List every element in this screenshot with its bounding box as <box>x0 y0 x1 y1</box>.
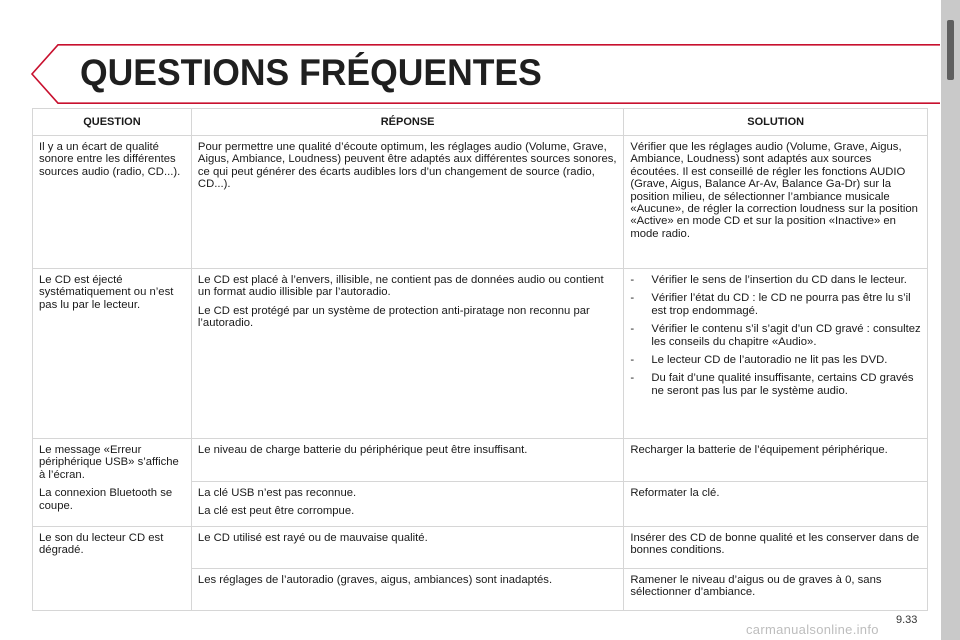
header-question: QUESTION <box>33 109 192 136</box>
question-cell: Le CD est éjecté systématiquement ou n’est pas lu par le lecteur. <box>33 269 192 439</box>
question-cell <box>33 439 192 527</box>
solution-list-item: - Vérifier le contenu s’il s’agit d’un CD gravé : consultez les conseils du chapitre «Audio». <box>630 323 921 348</box>
question-cell: Il y a un écart de qualité sonore entre les différentes sources audio (radio, CD...). <box>33 136 192 269</box>
question-paragraph: Le message «Erreur périphérique USB» s’affiche à l’écran. <box>39 444 179 481</box>
solution-cell: Recharger la batterie de l’équipement périphérique. <box>624 439 928 482</box>
solution-cell: Reformater la clé. <box>624 482 928 527</box>
solution-cell: Vérifier que les réglages audio (Volume, Grave, Aigus, Ambiance, Loudness) sont adaptés aux sources écoutées. Il est conseillé de régler les fonctions AUDIO (Grave, Aigus, Balance Ar-Av, Balance Ga-Dr) sur la position milieu, de sélectionner l’ambiance musicale «Aucune», de régler la correction loudness sur la position «Active» en mode CD et sur la position «Inactive» en mode radio. <box>624 136 928 269</box>
table-row <box>33 439 928 482</box>
header-solution: SOLUTION <box>624 109 928 136</box>
solution-list-item: - Du fait d’une qualité insuffisante, certains CD gravés ne seront pas lus par le système audio. <box>630 372 921 397</box>
page-edge-marker <box>947 20 954 80</box>
watermark-text: carmanualsonline.info <box>746 622 879 637</box>
table-row <box>33 136 928 269</box>
solution-list <box>630 274 921 397</box>
question-cell: Le son du lecteur CD est dégradé. <box>33 527 192 611</box>
answer-paragraph: Le CD est protégé par un système de protection anti-piratage non reconnu par l’autoradio. <box>197 304 590 330</box>
header-answer: RÉPONSE <box>191 109 623 136</box>
answer-cell: Pour permettre une qualité d’écoute optimum, les réglages audio (Volume, Grave, Aigus, Ambiance, Loudness) peuvent être adaptés aux différentes sources sonores, ce qui peut générer des écarts audibles lors d’un changement de source (radio, CD...). <box>191 136 623 269</box>
answer-paragraph: La clé USB n’est pas reconnue. <box>197 487 357 499</box>
answer-paragraph: La clé est peut être corrompue. <box>197 505 355 518</box>
page-edge-tab <box>941 0 960 640</box>
solution-cell: Ramener le niveau d’aigus ou de graves à 0, sans sélectionner d’ambiance. <box>624 569 928 611</box>
question-paragraph: La connexion Bluetooth se coupe. <box>39 487 173 512</box>
solution-cell: Insérer des CD de bonne qualité et les conserver dans de bonnes conditions. <box>624 527 928 569</box>
page-number: 9.33 <box>896 614 918 626</box>
table-header-row <box>33 109 928 136</box>
answer-cell: Le niveau de charge batterie du périphérique peut être insuffisant. <box>191 439 623 482</box>
solution-list-item: - Vérifier l’état du CD : le CD ne pourra pas être lu s’il est trop endommagé. <box>630 292 921 317</box>
answer-cell <box>191 269 623 439</box>
page-title: QUESTIONS FRÉQUENTES <box>80 52 542 93</box>
solution-list-item: - Le lecteur CD de l’autoradio ne lit pas les DVD. <box>630 354 921 366</box>
table-row <box>33 269 928 439</box>
answer-cell <box>191 482 623 527</box>
answer-paragraph: Le CD est placé à l’envers, illisible, ne contient pas de données audio ou contient un format audio illisible par l’autoradio. <box>197 274 604 299</box>
solution-list-item: - Vérifier le sens de l’insertion du CD dans le lecteur. <box>630 274 921 286</box>
answer-cell: Le CD utilisé est rayé ou de mauvaise qualité. <box>191 527 623 569</box>
table-row <box>33 527 928 569</box>
solution-cell <box>624 269 928 439</box>
faq-table <box>32 108 928 611</box>
answer-cell: Les réglages de l’autoradio (graves, aigus, ambiances) sont inadaptés. <box>191 569 623 611</box>
